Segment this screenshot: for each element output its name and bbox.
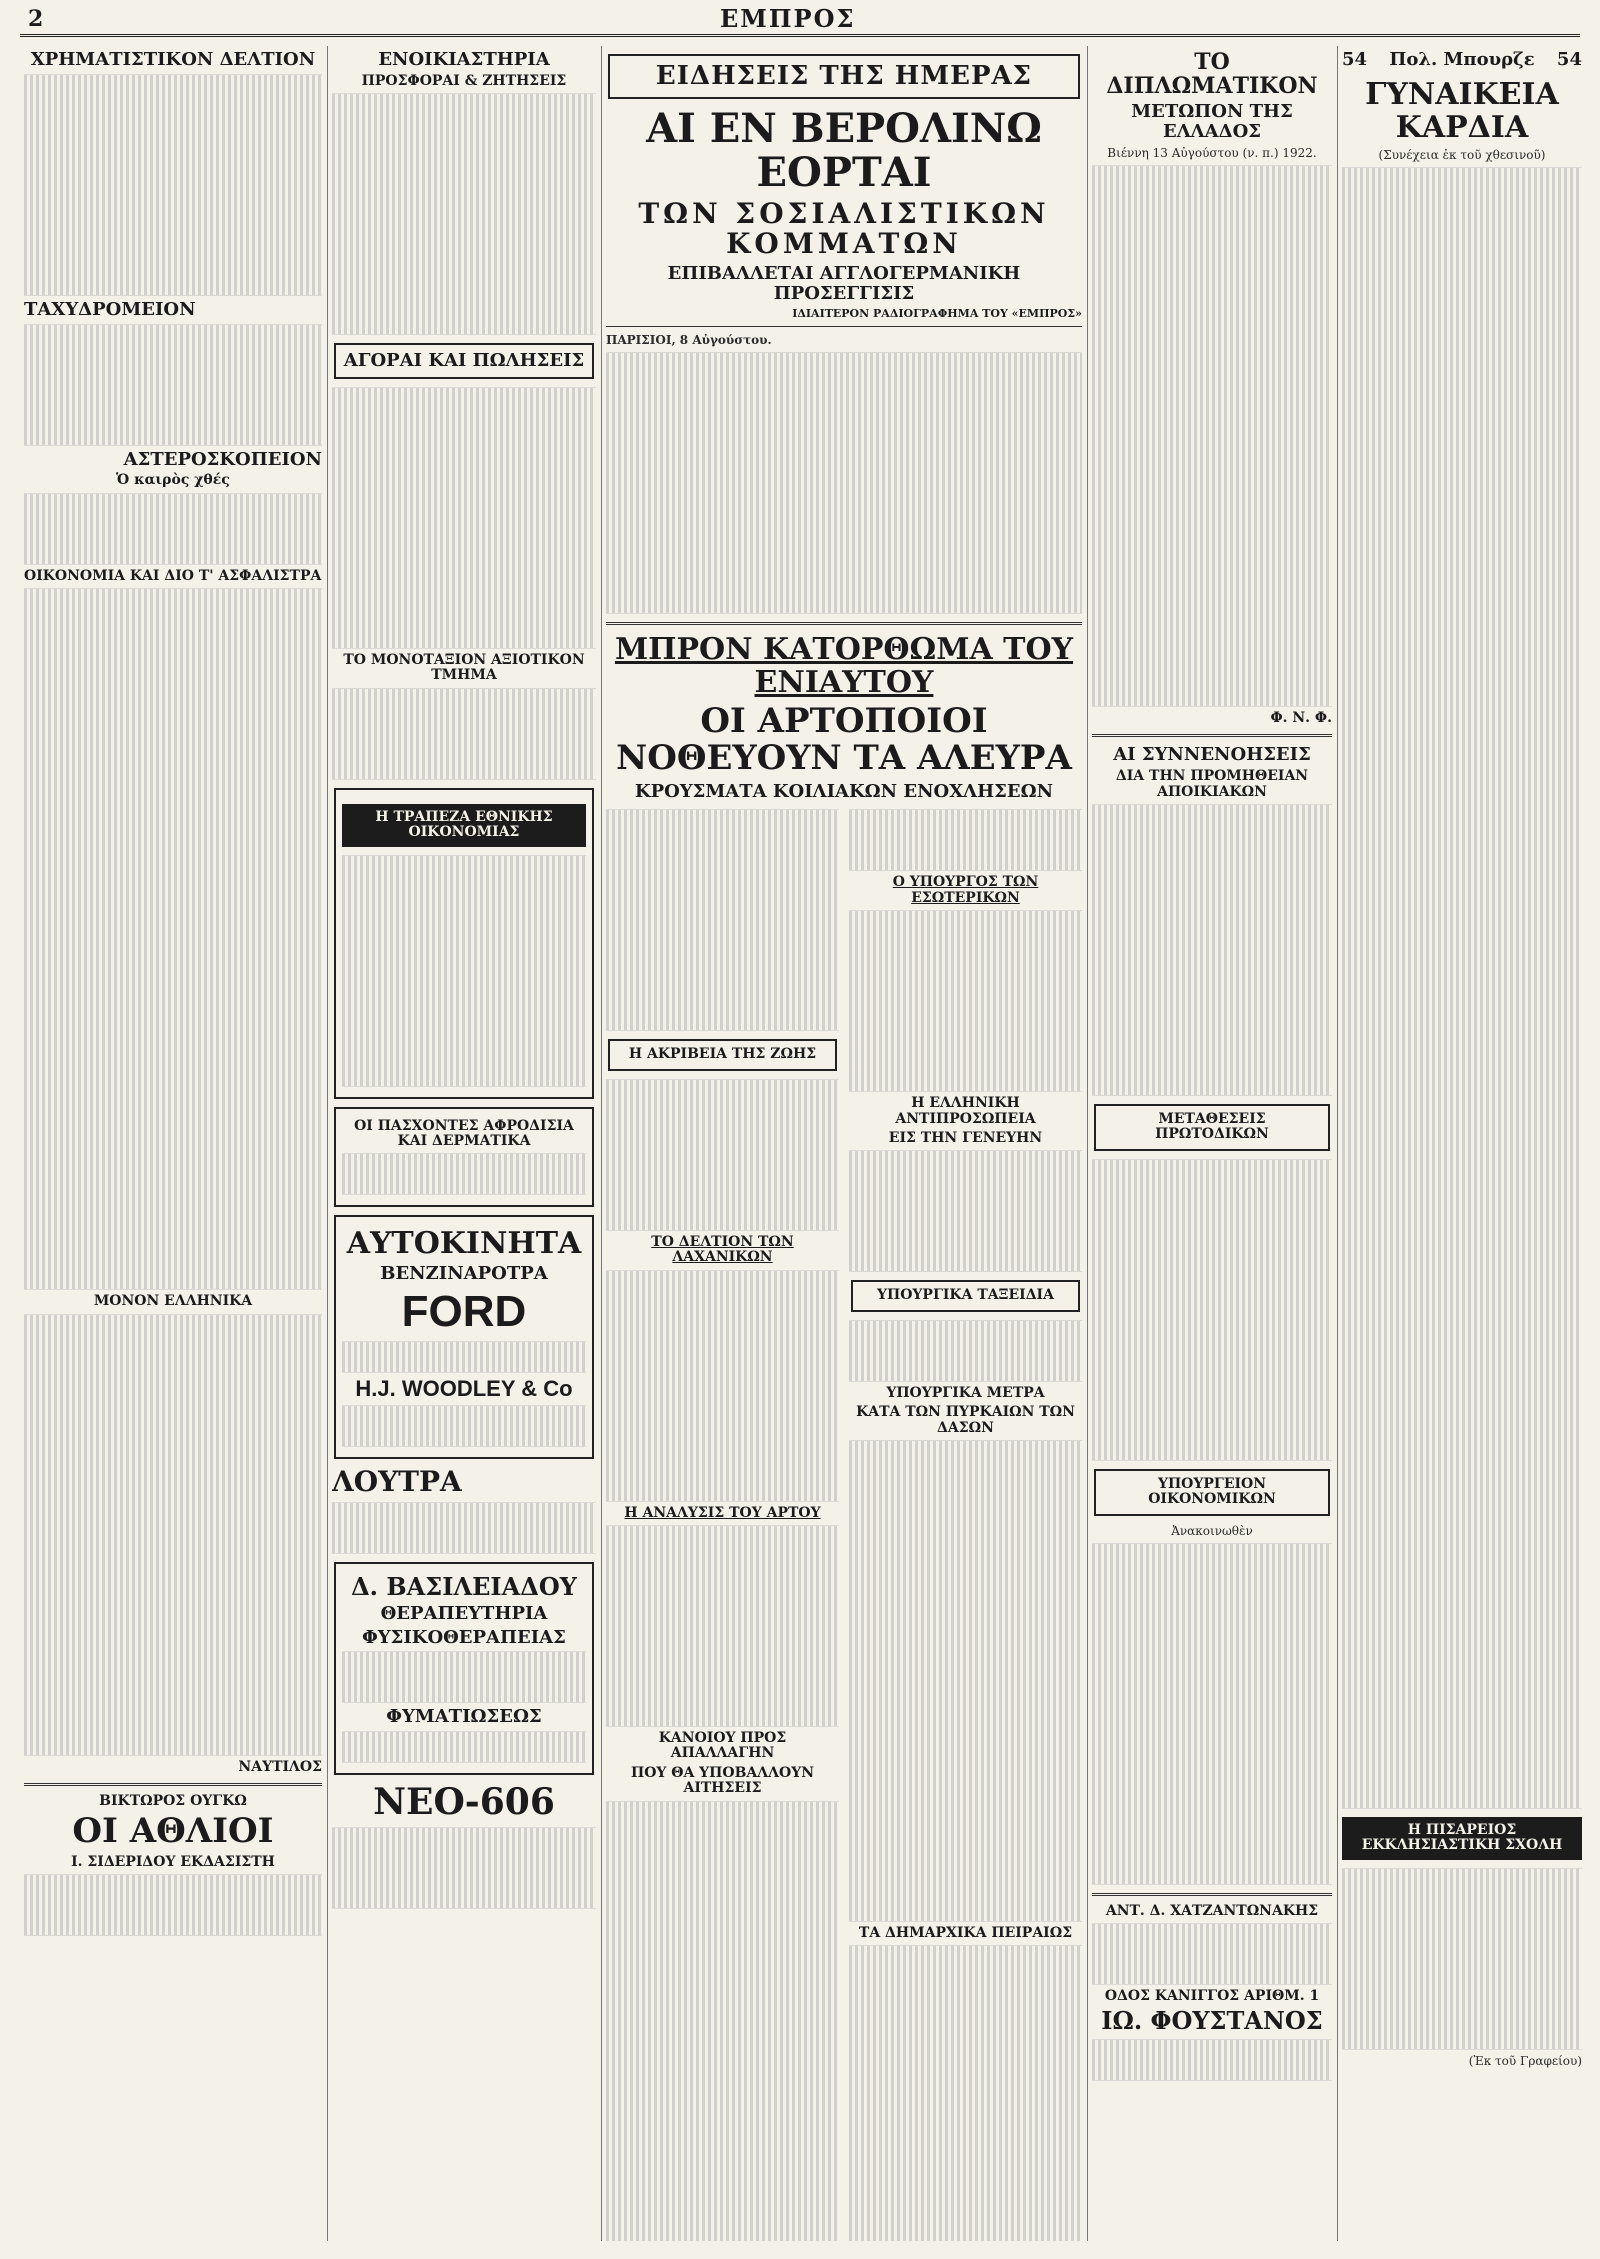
news-heading: ΕΙΔΗΣΕΙΣ ΤΗΣ ΗΜΕΡΑΣ (608, 54, 1080, 99)
ministry-heading: Ο ΥΠΟΥΡΓΟΣ ΤΩΝ ΕΣΩΤΕΡΙΚΩΝ (892, 874, 1039, 906)
bank-heading: Η ΤΡΑΠΕΖΑ ΕΘΝΙΚΗΣ ΟΙΚΟΝΟΜΙΑΣ (342, 804, 586, 847)
tb-title: ΦΥΜΑΤΙΩΣΕΩΣ (386, 1706, 542, 1728)
diplomatic-signature: Φ. Ν. Φ. (1270, 709, 1332, 726)
serial-continued: (Συνέχεια ἐκ τοῦ χθεσινοῦ) (1378, 147, 1546, 162)
diplomatic-dateline: Βιέννη 13 Αὐγούστου (ν. π.) 1922. (1107, 145, 1317, 160)
fire-subheading: ΚΑΤΑ ΤΩΝ ΠΥΡΚΑΙΩΝ ΤΩΝ ΔΑΣΩΝ (856, 1404, 1075, 1436)
headline-achievement: ΜΠΡΟΝ ΚΑΤΟΡΘΩΜΑ ΤΟΥ ΕΝΙΑΥΤΟΥ (614, 631, 1074, 700)
benzine-title: ΒΕΝΖΙΝΑΡΟΤΡΑ (380, 1263, 548, 1285)
headline-bakers: ΟΙ ΑΡΤΟΠΟΙΟΙ ΝΟΘΕΥΟΥΝ ΤΑ ΑΛΕΥΡΑ (616, 700, 1072, 779)
column-2 (332, 46, 596, 2241)
column-divider (327, 46, 328, 2241)
finance-subheading: Ἀνακοινωθὲν (1171, 1523, 1253, 1538)
paper-name: ΕΜΠΡΟΣ (720, 4, 856, 33)
article-signature: ΝΑΥΤΙΛΟΣ (238, 1758, 322, 1775)
headline-cases: ΚΡΟΥΣΜΑΤΑ ΚΟΙΛΙΑΚΩΝ ΕΝΟΧΛΗΣΕΩΝ (634, 780, 1054, 802)
serial-number: 54 (1342, 49, 1368, 70)
astro-heading: ΑΣΤΕΡΟΣΚΟΠΕΙΟΝ (123, 448, 322, 470)
doctor-ad-name: ΑΝΤ. Δ. ΧΑΤΖΑΝΤΩΝΑΚΗΣ (1105, 1902, 1319, 1919)
offers-heading: ΠΡΟΣΦΟΡΑΙ & ΖΗΤΗΣΕΙΣ (361, 72, 567, 89)
column-1 (24, 46, 322, 2241)
bread-heading: Η ΑΝΑΛΥΣΙΣ ΤΟΥ ΑΡΤΟΥ (624, 1504, 821, 1521)
serial-header (1342, 46, 1582, 74)
serial-number-right: 54 (1556, 49, 1582, 70)
office-note: (Ἐκ τοῦ Γραφείου) (1468, 2053, 1582, 2068)
skin-ad (334, 1107, 594, 1208)
ad-title: ΟΙ ΑΘΛΙΟΙ (72, 1811, 274, 1852)
dispatch-line: ΙΔΙΑΙΤΕΡΟΝ ΡΑΔΙΟΓΡΑΦΗΜΑ ΤΟΥ «ΕΜΠΡΟΣ» (792, 306, 1082, 320)
greek-rep-heading: Η ΕΛΛΗΝΙΚΗ ΑΝΤΙΠΡΟΣΩΠΕΙΑ (895, 1095, 1036, 1127)
column-divider (601, 46, 602, 2241)
bakers-right (849, 805, 1082, 2241)
finance-heading: ΥΠΟΥΡΓΕΙΟΝ ΟΙΚΟΝΟΜΙΚΩΝ (1094, 1469, 1330, 1516)
column-4 (1092, 46, 1332, 2241)
masthead (0, 0, 1600, 40)
vegetables-heading: ΤΟ ΔΕΛΤΙΟΝ ΤΩΝ ΛΑΧΑΝΙΚΩΝ (651, 1233, 794, 1266)
cars-title: ΑΥΤΟΚΙΝΗΤΑ (346, 1226, 582, 1262)
only-greek-heading: ΜΟΝΟΝ ΕΛΛΗΝΙΚΑ (93, 1293, 253, 1310)
post-heading: ΤΑΧΥΔΡΟΜΕΙΟΝ (24, 298, 196, 320)
baths-ad-title: ΛΟΥΤΡΑ (332, 1464, 462, 1498)
page-number: 2 (28, 6, 44, 32)
economy-heading: ΟΙΚΟΝΟΜΙΑ ΚΑΙ ΔΙΟ Τ' ΑΣΦΑΛΙΣΤΡΑ (24, 567, 322, 584)
column-5 (1342, 46, 1582, 2241)
school-heading: ΤΟ ΜΟΝΟΤΑΞΙΟΝ ΑΞΙΟΤΙΚΟΝ ΤΜΗΜΑ (343, 651, 585, 684)
masthead-rule (20, 34, 1580, 37)
pisareios-heading: Η ΠΙΣΑΡΕΙΟΣ ΕΚΚΛΗΣΙΑΣΤΙΚΗ ΣΧΟΛΗ (1342, 1817, 1582, 1860)
neo-606-title: ΝΕΟ-606 (373, 1781, 555, 1824)
buy-sell-heading: ΑΓΟΡΑΙ ΚΑΙ ΠΩΛΗΣΕΙΣ (334, 343, 594, 379)
diplomatic-heading: ΤΟ ΔΙΠΛΩΜΑΤΙΚΟΝ (1106, 49, 1318, 100)
doctor-ad-street: ΟΔΟΣ ΚΑΝΙΓΓΟΣ ΑΡΙΘΜ. 1 (1104, 1987, 1320, 2004)
headline-socialist: ΤΩΝ ΣΟΣΙΑΛΙΣΤΙΚΩΝ ΚΟΜΜΑΤΩΝ (638, 196, 1050, 261)
skin-ad-title: ΟΙ ΠΑΣΧΟΝΤΕΣ ΑΦΡΟΔΙΣΙΑ ΚΑΙ ΔΕΡΜΑΤΙΚΑ (354, 1117, 574, 1149)
physio-title: ΦΥΣΙΚΟΘΕΡΑΠΕΙΑΣ (362, 1626, 566, 1648)
therapy-title: ΘΕΡΑΠΕΥΤΗΡΙΑ (380, 1602, 548, 1624)
prices-heading: Η ΑΚΡΙΒΕΙΑ ΤΗΣ ΖΩΗΣ (608, 1039, 837, 1070)
bank-ad (334, 788, 594, 1099)
market-heading: ΧΡΗΜΑΤΙΣΤΙΚΟΝ ΔΕΛΤΙΟΝ (30, 49, 316, 70)
column-3 (606, 46, 1082, 2241)
ad-publisher: I. ΣΙΔΕΡΙΔΟΥ ΕΚΔΑΣΙΣΤΗ (71, 1853, 275, 1870)
piraeus-heading: ΤΑ ΔΗΜΑΡΧΙΚΑ ΠΕΙΡΑΙΩΣ (858, 1924, 1073, 1941)
woodley-name: H.J. WOODLEY & Co (355, 1375, 573, 1401)
geneva-heading: ΕΙΣ ΤΗΝ ΓΕΝΕΥΗΝ (888, 1130, 1043, 1147)
bakers-columns (606, 805, 1082, 2241)
headline-approach: ΕΠΙΒΑΛΛΕΤΑΙ ΑΓΓΛΟΓΕΡΜΑΝΙΚΗ ΠΡΟΣΕΓΓΙΣΙΣ (667, 263, 1021, 304)
bakers-left (606, 805, 839, 2241)
ford-logo: FORD (401, 1287, 527, 1337)
serial-author: Πολ. Μπουρζε (1389, 49, 1535, 70)
foustanos-name: ΙΩ. ΦΟΥΣΤΑΝΟΣ (1101, 2006, 1323, 2036)
rent-heading: ΕΝΟΙΚΙΑΣΤΗΡΙΑ (378, 49, 550, 70)
doctor-name: Δ. ΒΑΣΙΛΕΙΑΔΟΥ (351, 1571, 577, 1601)
column-divider (1337, 46, 1338, 2241)
column-divider (1087, 46, 1088, 2241)
weather-heading: Ὁ καιρὸς χθές (116, 472, 230, 489)
meetings-heading: ΑΙ ΣΥΝΝΕΝΟΗΣΕΙΣ (1113, 744, 1311, 766)
meetings-subheading: ΔΙΑ ΤΗΝ ΠΡΟΜΗΘΕΙΑΝ ΑΠΟΙΚΙΑΚΩΝ (1115, 768, 1309, 800)
traffic-heading: ΥΠΟΥΡΓΙΚΑ ΤΑΞΕΙΔΙΑ (851, 1280, 1080, 1311)
headline-berlin: ΑΙ ΕΝ ΒΕΡΟΛΙΝΩ ΕΟΡΤΑΙ (646, 104, 1042, 196)
clerks-heading: ΚΑΝΟΙΟΥ ΠΡΟΣ ΑΠΑΛΛΑΓΗΝ (658, 1730, 787, 1762)
doctor-ad (334, 1562, 594, 1776)
diplomatic-subheading: ΜΕΤΩΠΟΝ ΤΗΣ ΕΛΛΑΔΟΣ (1131, 101, 1293, 143)
ford-ad (334, 1215, 594, 1458)
dateline: ΠΑΡΙΣΙΟΙ, 8 Αὐγούστου. (606, 332, 772, 347)
fire-heading: ΥΠΟΥΡΓΙΚΑ ΜΕΤΡΑ (886, 1384, 1045, 1401)
publisher-name: ΒΙΚΤΩΡΟΣ ΟΥΓΚΩ (99, 1792, 247, 1809)
serial-title: ΓΥΝΑΙΚΕΙΑ ΚΑΡΔΙΑ (1365, 76, 1559, 145)
transfers-heading: ΜΕΤΑΘΕΣΕΙΣ ΠΡΩΤΟΔΙΚΩΝ (1094, 1104, 1330, 1151)
clerks-subheading: ΠΟΥ ΘΑ ΥΠΟΒΑΛΛΟΥΝ ΑΙΤΗΣΕΙΣ (630, 1764, 815, 1797)
